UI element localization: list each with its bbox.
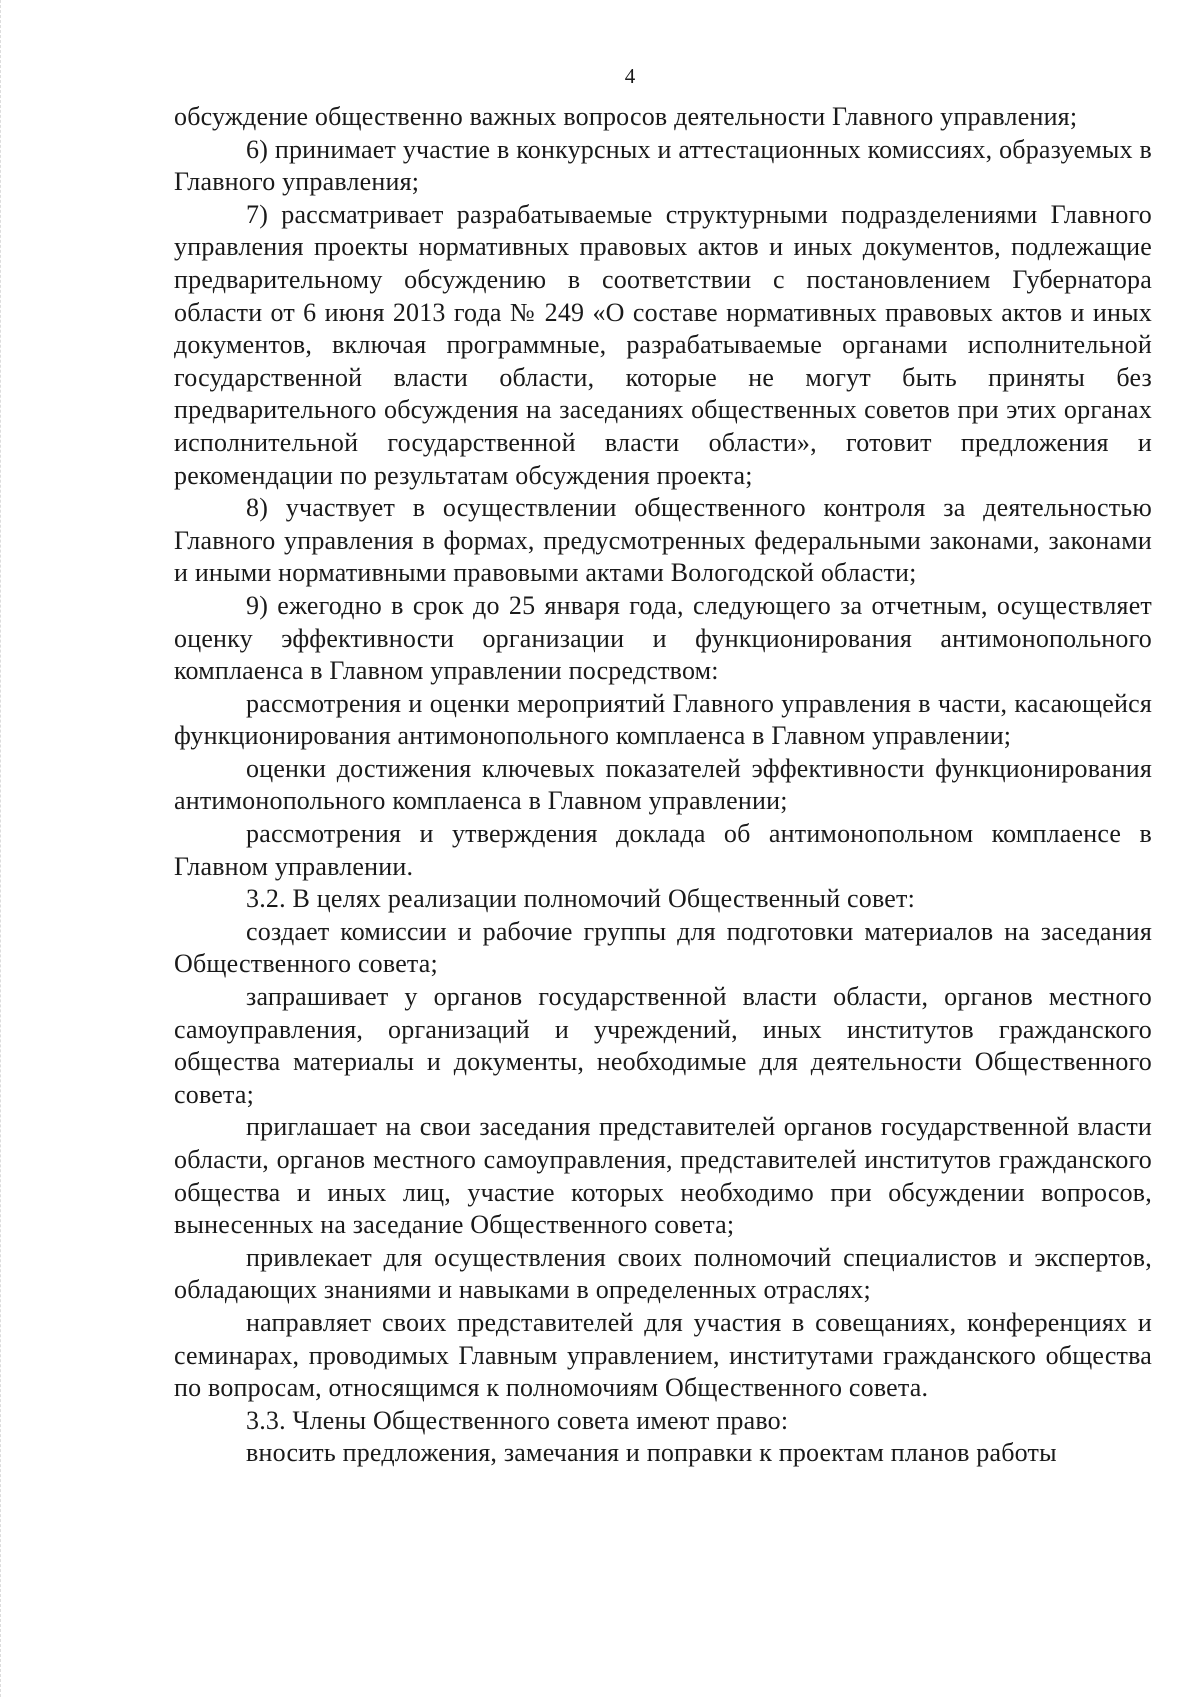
paragraph-sub-report: рассмотрения и утверждения доклада об антимонопольном комплаенсе в Главном управлении.	[174, 819, 1152, 881]
paragraph-submit-proposals: вносить предложения, замечания и поправки к проектам планов работы	[246, 1438, 1057, 1468]
paragraph-requests-materials: запрашивает у органов государственной власти области, органов местного самоуправления, организаций и учреждений, иных институтов гражданского общества материалы и документы, необходимые для деятельности Общественного совета;	[174, 982, 1152, 1109]
paragraph-item-6: 6) принимает участие в конкурсных и аттестационных комиссиях, образуемых в Главного управления;	[174, 134, 1152, 197]
paragraph-sends-representatives: направляет своих представителей для участия в совещаниях, конференциях и семинарах, проводимых Главным управлением, институтами гражданского общества по вопросам, относящимся к полномочиям Общественного совета.	[174, 1307, 1152, 1403]
paragraph-item-9: 9) ежегодно в срок до 25 января года, следующего за отчетным, осуществляет оценку эффективности организации и функционирования антимонопольного комплаенса в Главном управлении посредством:	[174, 590, 1152, 686]
paragraph-item-7: 7) рассматривает разрабатываемые структурными подразделениями Главного управления проекты нормативных правовых актов и иных документов, подлежащие предварительному обсуждению в соответствии с постановлением Губернатора области от 6 июня 2013 года № 249 «О составе нормативных правовых актов и иных документов, включая программные, разрабатываемые органами исполнительной государственной власти области, которые не могут быть приняты без предварительного обсуждения на заседаниях общественных советов при этих органах исполнительной государственной власти области», готовит предложения и рекомендации по результатам обсуждения проекта;	[174, 199, 1152, 490]
paragraph-continuation: обсуждение общественно важных вопросов деятельности Главного управления;	[174, 102, 1078, 131]
paragraph-sub-review: рассмотрения и оценки мероприятий Главного управления в части, касающейся функционирования антимонопольного комплаенса в Главном управлении;	[174, 688, 1152, 751]
paragraph-section-3-2: 3.2. В целях реализации полномочий Общественный совет:	[246, 884, 916, 914]
paragraph-item-8: 8) участвует в осуществлении общественного контроля за деятельностью Главного управления в формах, предусмотренных федеральными законами, законами и иными нормативными правовыми актами Вологодской области;	[174, 493, 1152, 588]
paragraph-invites-representatives: приглашает на свои заседания представителей органов государственной власти области, органов местного самоуправления, представителей институтов гражданского общества и иных лиц, участие которых необходимо при обсуждении вопросов, вынесенных на заседание Общественного совета;	[174, 1112, 1152, 1240]
page-number: 4	[624, 64, 636, 88]
paragraph-engages-experts: привлекает для осуществления своих полномочий специалистов и экспертов, обладающих знаниями и навыками в определенных отраслях;	[174, 1242, 1152, 1305]
paragraph-sub-indicators: оценки достижения ключевых показателей эффективности функционирования антимонопольного комплаенса в Главном управлении;	[174, 753, 1152, 816]
scan-edge-decoration	[0, 0, 4, 1697]
document-body	[174, 101, 1152, 1470]
paragraph-creates-commissions: создает комиссии и рабочие группы для подготовки материалов на заседания Общественного совета;	[174, 916, 1152, 979]
paragraph-section-3-3: 3.3. Члены Общественного совета имеют право:	[246, 1405, 789, 1435]
